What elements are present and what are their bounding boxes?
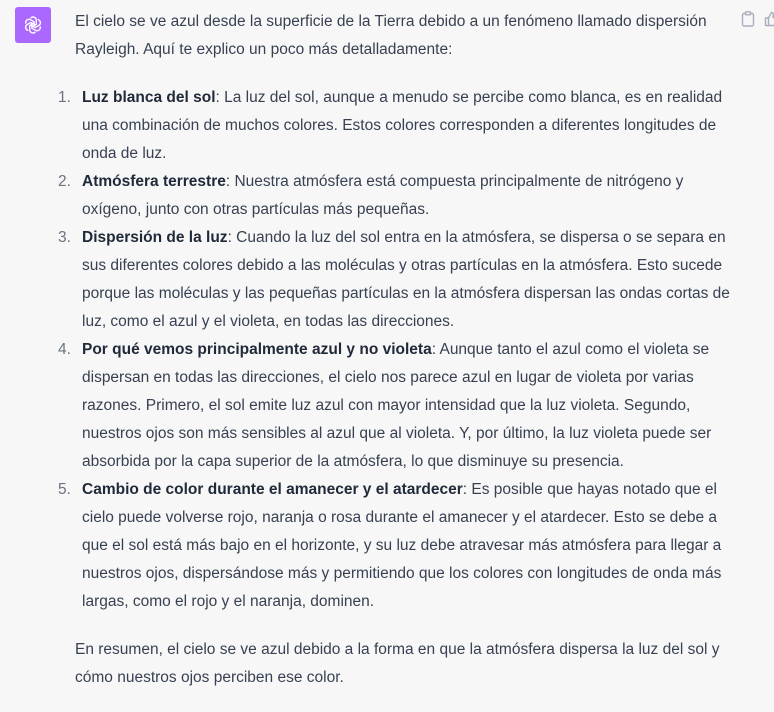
intro-paragraph: El cielo se ve azul desde la superficie de la Tierra debido a un fenómeno llamado dispersión Rayleigh. Aquí te explico un poco más detalladamente: [75, 13, 707, 58]
list-item-title: Atmósfera terrestre [82, 173, 226, 190]
list-item [58, 168, 735, 224]
assistant-avatar [15, 7, 51, 43]
list-number: 2. [58, 173, 71, 190]
clipboard-icon [741, 11, 755, 27]
thumbs-up-button[interactable] [764, 11, 774, 27]
points-list [58, 84, 735, 616]
list-item-title: Cambio de color durante el amanecer y el atardecer [82, 481, 463, 498]
list-item-title: Luz blanca del sol [82, 89, 216, 106]
list-item-text: : Es posible que hayas notado que el cielo puede volverse rojo, naranja o rosa durante el amanecer y el atardecer. Esto se debe a que el sol está más bajo en el horizonte, y su luz debe atravesar más atmósfera para llegar a nuestros ojos, dispersándose más y permitiendo que los colores con longitudes de onda más largas, como el rojo y el naranja, dominen. [82, 481, 722, 610]
copy-button[interactable] [740, 11, 756, 27]
thumbs-up-icon [764, 11, 774, 27]
list-item-text: : La luz del sol, aunque a menudo se percibe como blanca, es en realidad una combinación de muchos colores. Estos colores corresponden a diferentes longitudes de onda de luz. [82, 89, 723, 162]
list-number: 4. [58, 341, 71, 358]
list-item-text: : Nuestra atmósfera está compuesta principalmente de nitrógeno y oxígeno, junto con otras partículas más pequeñas. [82, 173, 684, 218]
list-item-title: Por qué vemos principalmente azul y no violeta [82, 341, 432, 358]
openai-logo-icon [22, 14, 44, 36]
list-item [58, 336, 735, 476]
list-item-text: : Cuando la luz del sol entra en la atmósfera, se dispersa o se separa en sus diferentes colores debido a las moléculas y otras partículas en la atmósfera. Esto sucede porque las moléculas y las pequeñas partículas en la atmósfera dispersan las ondas cortas de luz, como el azul y el violeta, en todas las direcciones. [82, 229, 730, 330]
message-content [58, 8, 735, 692]
list-number: 3. [58, 229, 71, 246]
list-item [58, 224, 735, 336]
list-item-title: Dispersión de la luz [82, 229, 228, 246]
list-item [58, 84, 735, 168]
summary-paragraph: En resumen, el cielo se ve azul debido a la forma en que la atmósfera dispersa la luz del sol y cómo nuestros ojos perciben ese color. [75, 641, 720, 686]
message-actions [740, 11, 774, 27]
list-number: 5. [58, 481, 71, 498]
list-number: 1. [58, 89, 71, 106]
list-item [58, 476, 735, 616]
list-item-text: : Aunque tanto el azul como el violeta se dispersan en todas las direcciones, el cielo nos parece azul en lugar de violeta por varias razones. Primero, el sol emite luz azul con mayor intensidad que la luz violeta. Segundo, nuestros ojos son más sensibles al azul que al violeta. Y, por último, la luz violeta puede ser absorbida por la capa superior de la atmósfera, lo que disminuye su presencia. [82, 341, 712, 470]
